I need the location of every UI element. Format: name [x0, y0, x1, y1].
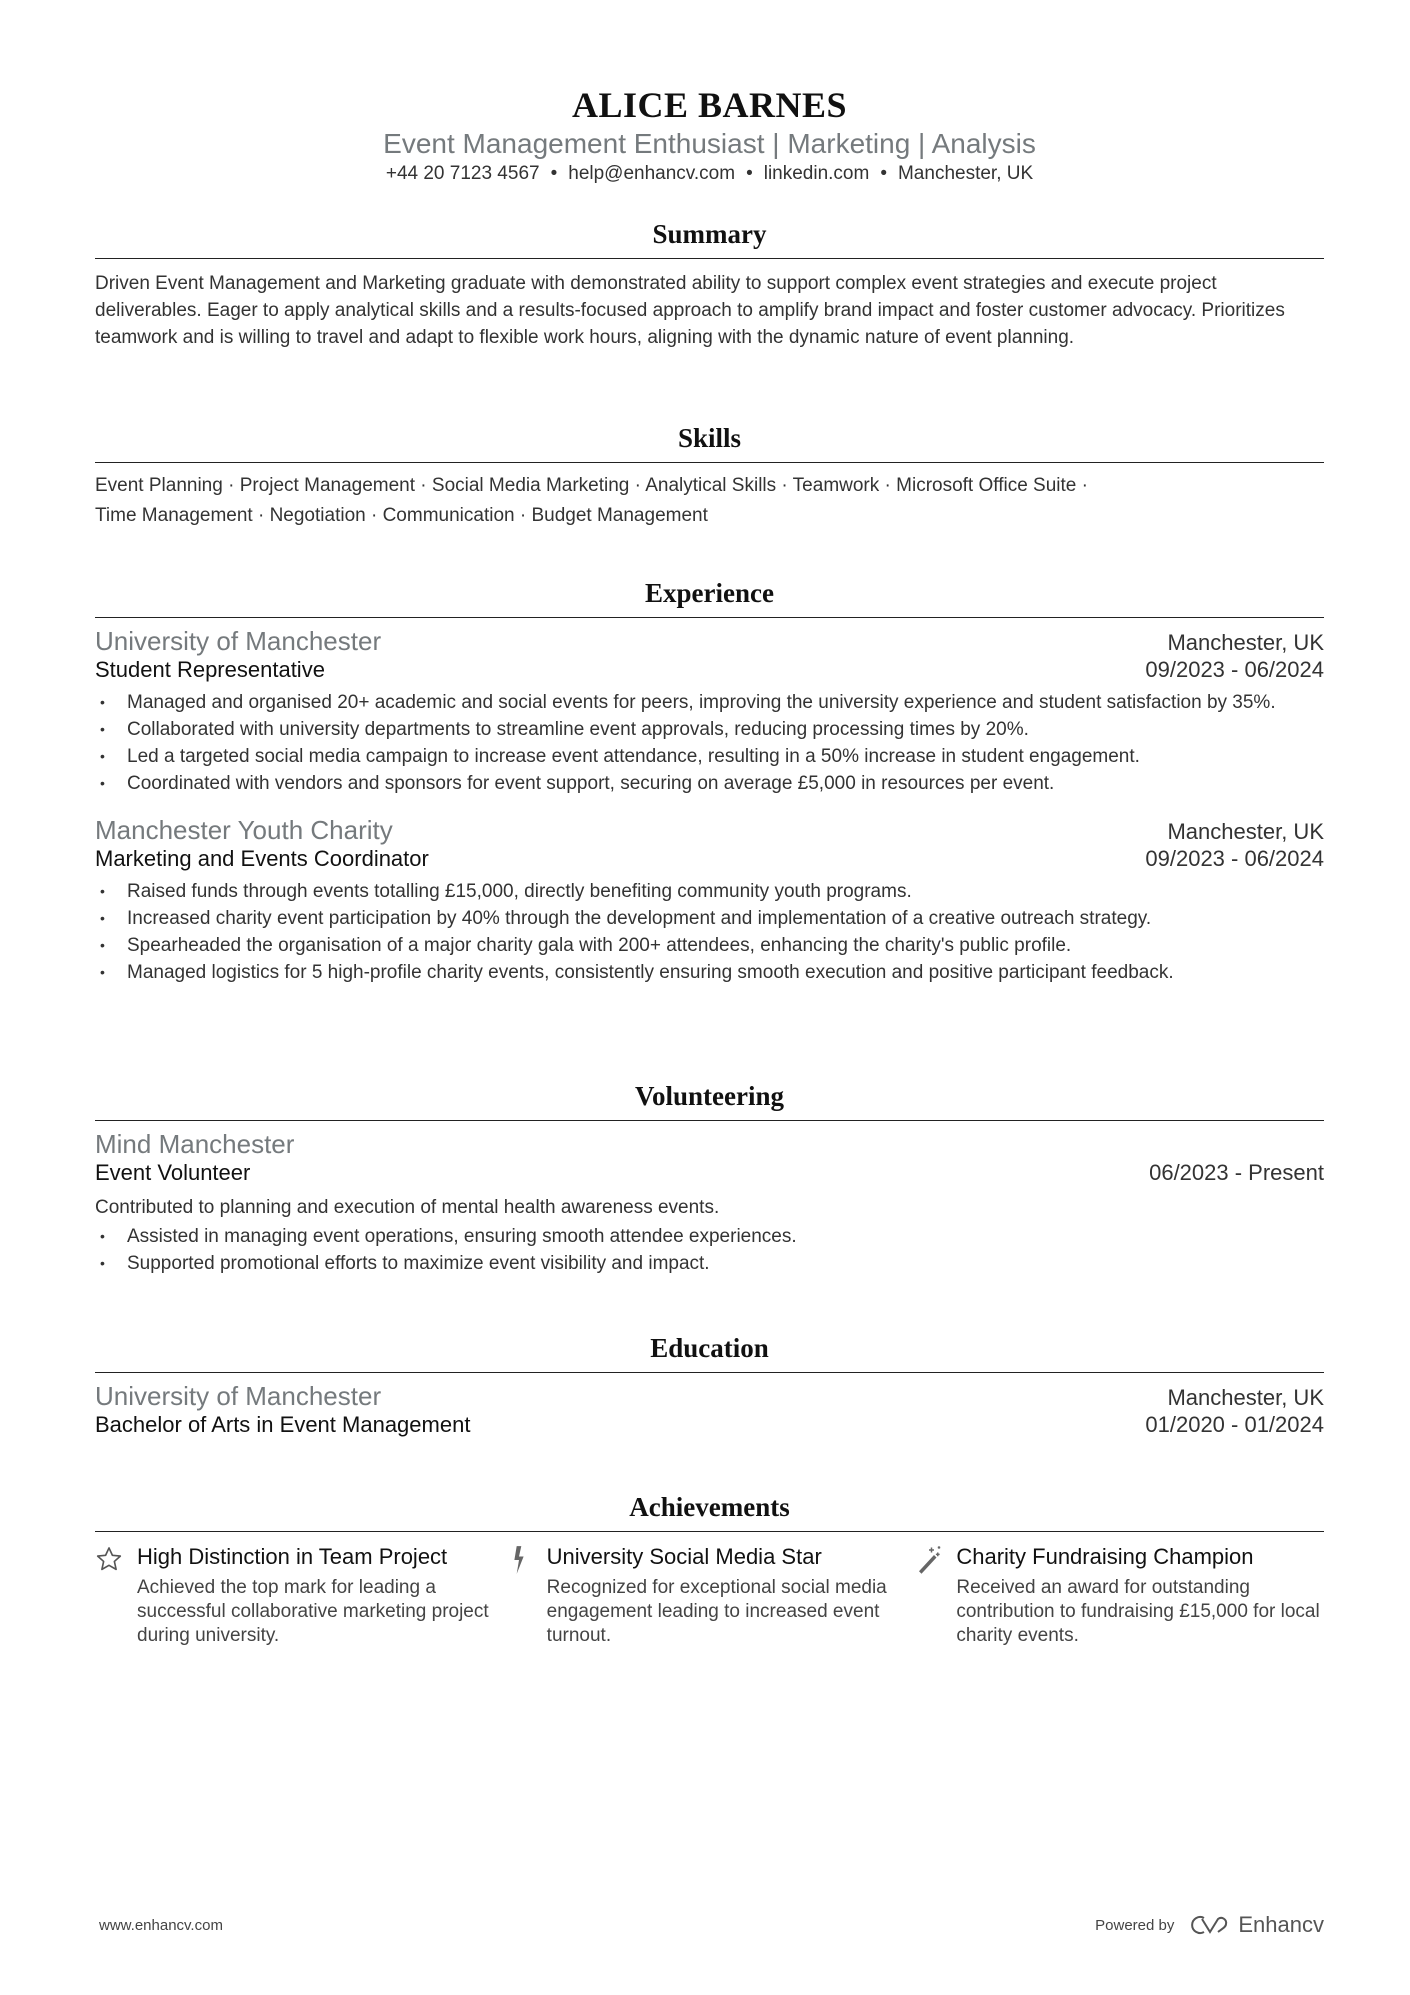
volunteer-bullet: • Supported promotional efforts to maximize event visibility and impact. [95, 1250, 1324, 1277]
job-bullet: • Collaborated with university departments to streamline event approvals, reducing processing times by 20%. [95, 716, 1324, 743]
section-heading: Achievements [95, 1492, 1324, 1532]
achievement-item [95, 1542, 505, 1648]
candidate-name: ALICE BARNES [571, 85, 848, 125]
volunteer-role: Event Volunteer [95, 1160, 251, 1185]
summary-text: Driven Event Management and Marketing graduate with demonstrated ability to support complex event strategies and execute project deliverables. Eager to apply analytical skills and a results-focused approach to amplify brand impact and foster customer advocacy. Prioritizes teamwork and is willing to travel and adapt to flexible work hours, aligning with the dynamic nature of event planning. [95, 273, 1285, 348]
school-location: Manchester, UK [1167, 1385, 1324, 1410]
phone[interactable]: +44 20 7123 4567 [385, 163, 540, 184]
candidate-title: Event Management Enthusiast | Marketing | Analysis [383, 128, 1036, 159]
location: Manchester, UK [897, 163, 1034, 184]
lightning-icon [505, 1542, 547, 1648]
degree: Bachelor of Arts in Event Management [95, 1412, 471, 1437]
experience-section [95, 578, 1324, 986]
achievement-title: High Distinction in Team Project [137, 1544, 448, 1569]
summary-section [95, 219, 1324, 351]
job-dates: 09/2023 - 06/2024 [1145, 846, 1324, 871]
achievement-desc: Recognized for exceptional social media engagement leading to increased event turnout. [546, 1577, 887, 1646]
job-bullet: • Led a targeted social media campaign to increase event attendance, resulting in a 50% increase in student engagement. [95, 743, 1324, 770]
skills-section [95, 423, 1324, 531]
section-heading: Experience [95, 578, 1324, 618]
title-part: Marketing [787, 128, 911, 159]
achievement-desc: Achieved the top mark for leading a successful collaborative marketing project during university. [137, 1577, 489, 1646]
education-dates: 01/2020 - 01/2024 [1145, 1412, 1324, 1437]
job-role: Marketing and Events Coordinator [95, 846, 429, 871]
skills-line: Time Management · Negotiation · Communication · Budget Management [95, 505, 708, 526]
email[interactable]: help@enhancv.com [568, 163, 736, 184]
education-section [95, 1333, 1324, 1438]
contact-info: +44 20 7123 4567 • help@enhancv.com • linkedin.com • Manchester, UK [385, 163, 1034, 184]
section-heading: Summary [95, 219, 1324, 259]
organization: Mind Manchester [95, 1129, 295, 1159]
section-heading: Volunteering [95, 1081, 1324, 1121]
job-bullet: • Managed logistics for 5 high-profile charity events, consistently ensuring smooth execution and positive participant feedback. [95, 959, 1324, 986]
skills-line: Event Planning · Project Management · Social Media Marketing · Analytical Skills · Teamwork · Microsoft Office Suite · [95, 475, 1088, 496]
volunteering-section [95, 1081, 1324, 1277]
job-bullet: • Coordinated with vendors and sponsors for event support, securing on average £5,000 in resources per event. [95, 770, 1324, 797]
achievement-title: University Social Media Star [546, 1544, 822, 1569]
achievement-item [914, 1542, 1324, 1648]
job-location: Manchester, UK [1167, 630, 1324, 655]
job-bullet: • Spearheaded the organisation of a major charity gala with 200+ attendees, enhancing the charity's public profile. [95, 932, 1324, 959]
star-icon [95, 1542, 137, 1648]
school: University of Manchester [95, 1381, 382, 1411]
footer [99, 1912, 1324, 1938]
job-location: Manchester, UK [1167, 819, 1324, 844]
section-heading: Education [95, 1333, 1324, 1373]
achievement-desc: Received an award for outstanding contribution to fundraising £15,000 for local charity events. [956, 1577, 1320, 1646]
volunteer-dates: 06/2023 - Present [1149, 1160, 1324, 1185]
job-bullet: • Managed and organised 20+ academic and social events for peers, improving the university experience and student satisfaction by 35%. [95, 689, 1324, 716]
brand-name: Enhancv [1238, 1912, 1324, 1937]
magic-wand-icon [914, 1542, 956, 1648]
section-heading: Skills [95, 423, 1324, 463]
job-entry [95, 626, 1324, 797]
achievements-section [95, 1492, 1324, 1648]
enhancv-logo[interactable] [1188, 1912, 1324, 1938]
job-dates: 09/2023 - 06/2024 [1145, 657, 1324, 682]
enhancv-logo-icon [1188, 1913, 1232, 1937]
company: Manchester Youth Charity [95, 815, 393, 845]
job-entry [95, 815, 1324, 986]
volunteer-description: Contributed to planning and execution of mental health awareness events. [95, 1197, 720, 1218]
achievement-title: Charity Fundraising Champion [956, 1544, 1254, 1569]
job-bullet: • Increased charity event participation by 40% through the development and implementation of a creative outreach strategy. [95, 905, 1324, 932]
linkedin[interactable]: linkedin.com [763, 163, 870, 184]
title-part: Analysis [931, 128, 1036, 159]
company: University of Manchester [95, 626, 382, 656]
powered-by-label: Powered by [1095, 1916, 1175, 1934]
job-role: Student Representative [95, 657, 325, 682]
job-bullet: • Raised funds through events totalling £15,000, directly benefiting community youth programs. [95, 878, 1324, 905]
achievement-item [505, 1542, 915, 1648]
title-part: Event Management Enthusiast [383, 128, 765, 159]
volunteer-bullet: • Assisted in managing event operations, ensuring smooth attendee experiences. [95, 1223, 1324, 1250]
footer-website[interactable]: www.enhancv.com [99, 1916, 223, 1934]
